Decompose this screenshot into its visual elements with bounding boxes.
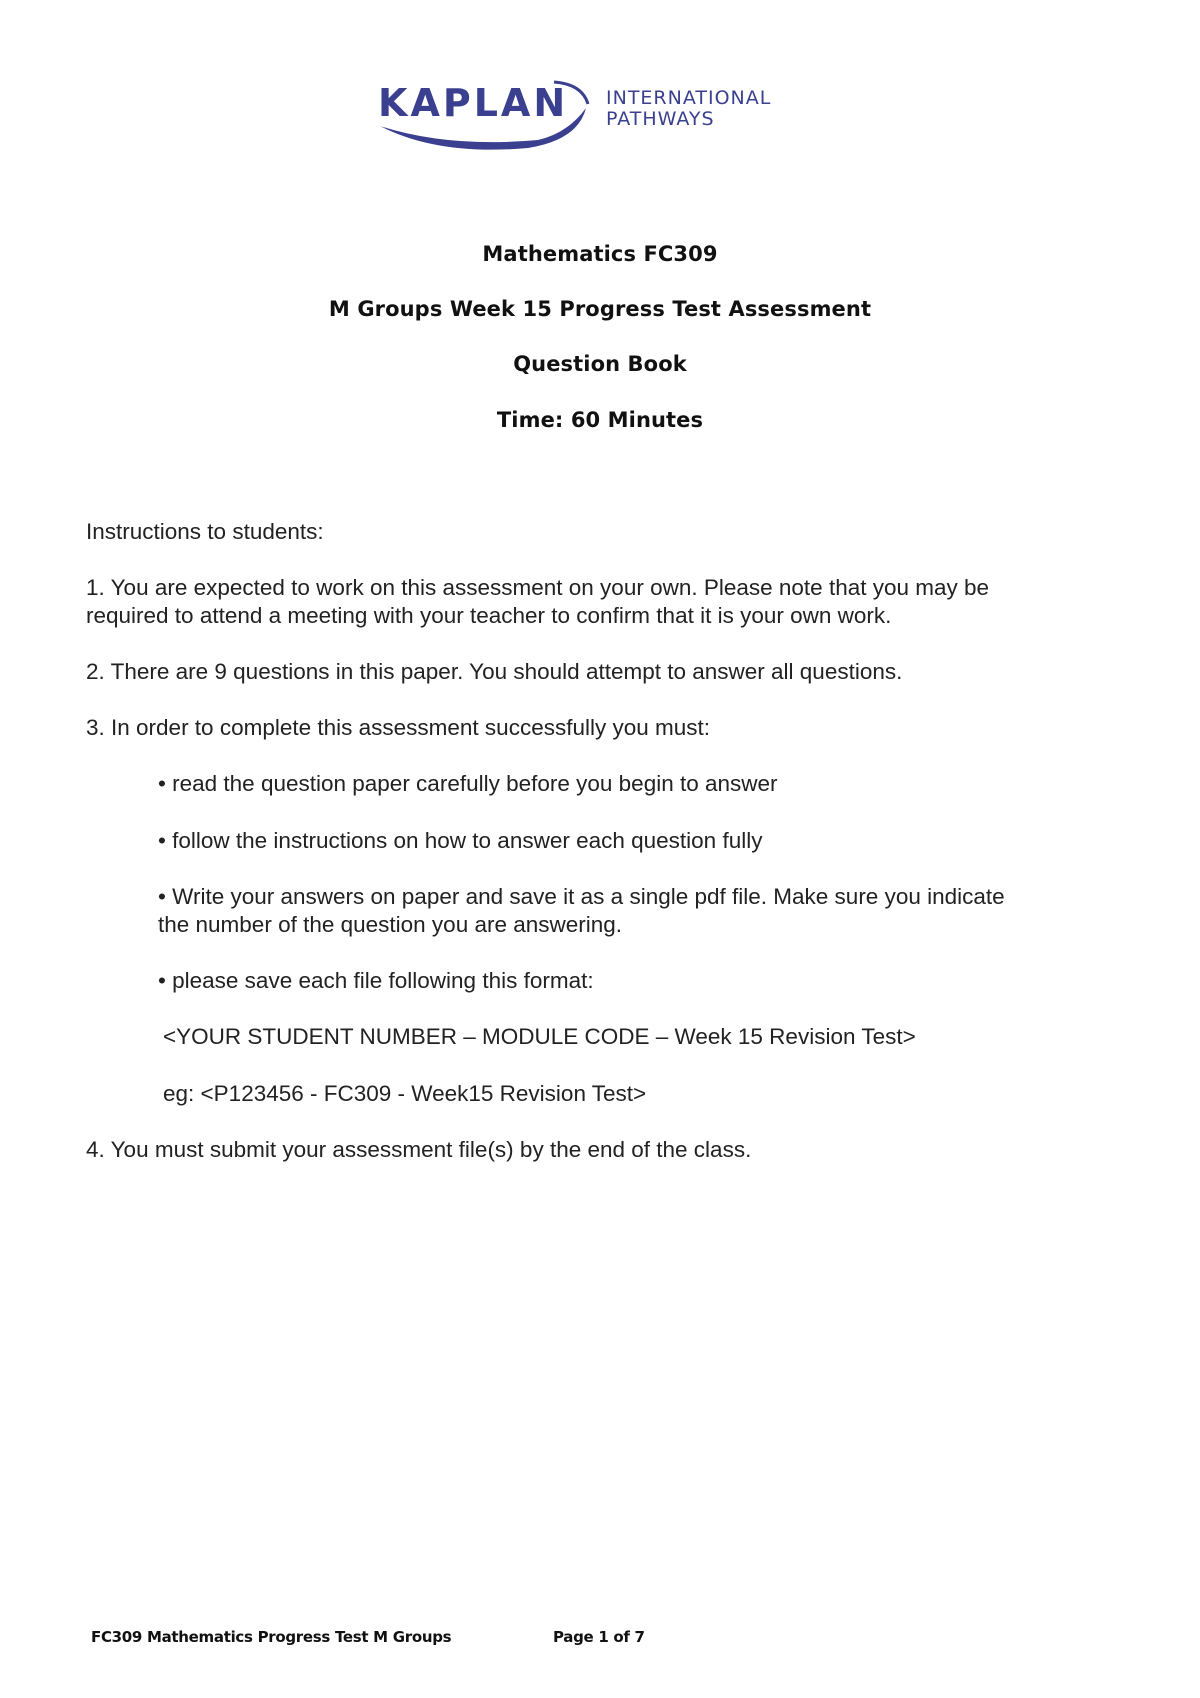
instruction-bullet-3-line-1: • Write your answers on paper and save it as a single pdf file. Make sure you indicate bbox=[158, 884, 1005, 909]
footer-document-title: FC309 Mathematics Progress Test M Groups bbox=[91, 1628, 452, 1646]
instruction-item-1-line-2: required to attend a meeting with your teacher to confirm that it is your own work. bbox=[86, 603, 892, 628]
instruction-bullet-2: • follow the instructions on how to answer each question fully bbox=[158, 828, 763, 853]
subject-title: Mathematics FC309 bbox=[482, 242, 718, 266]
instruction-item-1-line-1: 1. You are expected to work on this assessment on your own. Please note that you may be bbox=[86, 575, 990, 600]
kaplan-international-pathways-logo bbox=[378, 78, 798, 154]
book-title: Question Book bbox=[513, 352, 687, 376]
logo-line2-text: PATHWAYS bbox=[606, 108, 715, 130]
time-title: Time: 60 Minutes bbox=[496, 408, 704, 432]
file-format-example: eg: <P123456 - FC309 - Week15 Revision Test> bbox=[163, 1081, 647, 1106]
instruction-bullet-4: • please save each file following this format: bbox=[158, 968, 594, 993]
instruction-item-2: 2. There are 9 questions in this paper. You should attempt to answer all questions. bbox=[86, 659, 903, 684]
instructions-heading: Instructions to students: bbox=[86, 519, 324, 544]
footer-page-number: Page 1 of 7 bbox=[553, 1628, 645, 1646]
instruction-bullet-1: • read the question paper carefully before you begin to answer bbox=[158, 771, 778, 796]
assessment-title: M Groups Week 15 Progress Test Assessment bbox=[328, 297, 872, 321]
instruction-bullet-3-line-2: the number of the question you are answering. bbox=[158, 912, 623, 937]
instruction-item-3: 3. In order to complete this assessment successfully you must: bbox=[86, 715, 711, 740]
logo-brand-text: KAPLAN bbox=[378, 81, 569, 125]
logo-line1-text: INTERNATIONAL bbox=[606, 87, 772, 109]
file-format-template: <YOUR STUDENT NUMBER – MODULE CODE – Week 15 Revision Test> bbox=[163, 1024, 916, 1049]
instruction-item-4: 4. You must submit your assessment file(s) by the end of the class. bbox=[86, 1137, 752, 1162]
